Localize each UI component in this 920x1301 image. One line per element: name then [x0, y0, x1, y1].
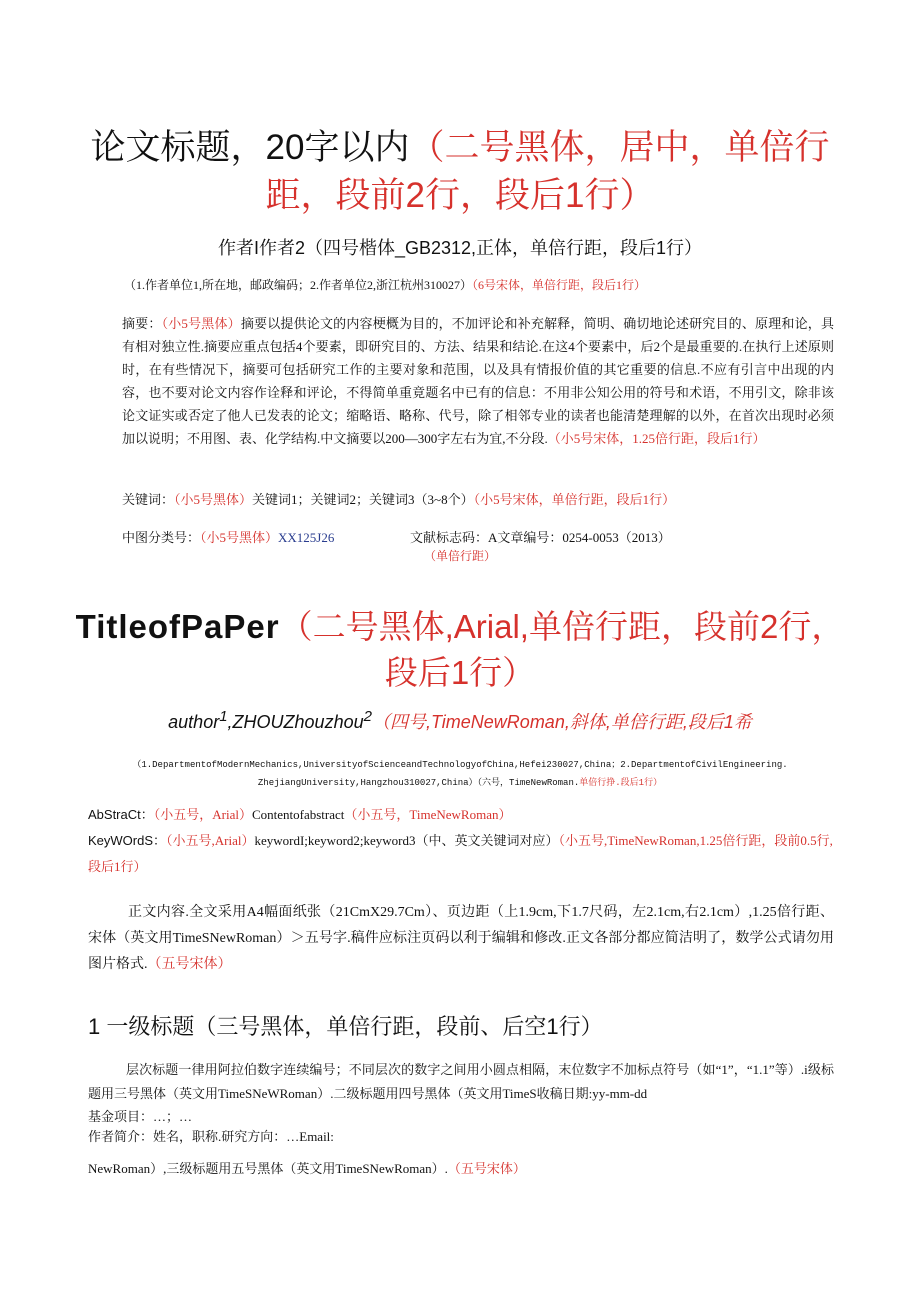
english-abstract-format-note: （小五号，TimeNewRoman） [344, 807, 512, 822]
chinese-title [60, 124, 860, 220]
english-author-1: author [168, 712, 220, 732]
classification-label: 中图分类号： [122, 530, 201, 545]
chinese-authors-format-note: （四号楷体_GB2312,正体，单倍行距，段后1行） [304, 238, 703, 258]
body-paragraph-text: 正文内容.全文采用A4幅面纸张（21CmX29.7Cm）、页边距（上1.9cm,下1.7尺码，左2.1cm,右2.1cm）,1.25倍行距、宋体（英文用TimeSNewRoman）＞五号字.稿件应标注页码以利于编辑和修改.正文各部分都应简洁明了，数学公式请勿用图片格式. [88, 905, 834, 972]
document-code-text: 文献标志码：A文章编号：0254-0053（2013） [410, 530, 671, 545]
chinese-abstract [122, 312, 834, 450]
english-abstract-text: Contentofabstract [251, 807, 345, 822]
english-affiliation-format-note: 单倍行挣.段后1行） [579, 778, 663, 788]
classification-number [122, 527, 334, 546]
footnote-fund: 基金项目：…；… [88, 1109, 193, 1124]
english-authors [60, 708, 860, 734]
first-level-heading: 1 一级标题（三号黑体，单倍行距，段前、后空1行） [88, 1014, 603, 1039]
english-affiliation-line-1: （1.DepartmentofModernMechanics,UniversityofScienceandTechnologyofChina,Hefei230027,China；2.DepartmentofCivilEngineering. [132, 760, 788, 770]
english-keywords [88, 828, 834, 880]
chinese-keywords-format-note: （小5号宋体，单倍行距，段后1行） [473, 492, 676, 507]
chinese-title-format-note: （二号黑体，居中，单倍行距，段前2行，段后1行） [265, 128, 830, 215]
footnote-author-bio: 作者简介：姓名，职称.研究方向：…Email: [88, 1129, 334, 1144]
english-keywords-label-note: （小五号,Arial） [166, 833, 255, 848]
chinese-affiliation-main: （1.作者单位1,所在地，邮政编码；2.作者单位2,浙江杭州310027） [124, 278, 473, 292]
document-code [410, 527, 671, 546]
english-affiliation [100, 756, 820, 792]
body-paragraph [88, 900, 834, 978]
english-abstract-label-note: （小五号，Arial） [153, 807, 252, 822]
english-abstract-label: AbStraCt： [88, 807, 154, 822]
heading-rules-continuation [88, 1158, 526, 1177]
continuation-text: NewRoman）,三级标题用五号黑体（英文用TimeSNewRoman）. [88, 1161, 448, 1176]
chinese-keywords-text: 关键词1；关键词2；关键词3（3~8个） [252, 492, 474, 507]
chinese-affiliation-format-note: （6号宋体，单倍行距，段后1行） [472, 278, 647, 292]
chinese-title-main: 论文标题，20字以内 [90, 128, 410, 167]
chinese-abstract-format-note: （小5号宋体，1.25倍行距，段后1行） [547, 431, 766, 446]
english-keywords-format-note: （小五号,TimeNewRoman,1.25倍行距，段前0.5行,段后1行） [88, 833, 833, 874]
english-abstract [88, 804, 511, 823]
english-title-format-note: （二号黑体,Arial,单倍行距，段前2行，段后1行） [279, 608, 845, 691]
chinese-authors [60, 234, 860, 260]
english-author-2-superscript: 2 [363, 708, 372, 725]
continuation-format-note: （五号宋体） [447, 1161, 526, 1176]
chinese-affiliation [124, 276, 646, 293]
english-author-1-superscript: 1 [219, 708, 228, 725]
english-title-main: TitleofPaPer [75, 608, 280, 645]
heading-rules-paragraph: 层次标题一律用阿拉伯数字连续编号；不同层次的数字之间用小圆点相隔，末位数字不加标点符号（如“1”，“1.1”等）.i级标题用三号黑体（英文用TimeSNeWRoman）.二级标题用四号黑体（英文用TimeS收稿日期:yy-mm-dd [88, 1062, 834, 1101]
classification-value: XX125J26 [278, 530, 335, 545]
english-title [60, 604, 860, 696]
chinese-abstract-label-note: （小5号黑体） [161, 316, 241, 331]
english-author-2: ,ZHOUZhouzhou [227, 712, 364, 732]
chinese-abstract-label: 摘要： [122, 316, 162, 331]
chinese-keywords-label: 关键词： [122, 492, 175, 507]
english-keywords-label: KeyWOrdS： [88, 833, 167, 848]
chinese-keywords-label-note: （小5号黑体） [174, 492, 253, 507]
english-affiliation-line-2: ZhejiangUniversity,Hangzhou310027,China）（六号，TimeNewRoman. [257, 778, 580, 788]
chinese-abstract-text: 摘要以提供论文的内容梗概为目的，不加评论和补充解释，简明、确切地论述研究目的、原理和论，具有相对独立性.摘要应重点包括4个要素，即研究目的、方法、结果和结论.在这4个要素中，后2个是最重要的.在执行上述原则时，在有些情况下，摘要可包括研究工作的主要对象和范围，以及具有情报价值的其它重要的信息.不应有引言中出现的内容，也不要对论文内容作诠释和评论，不得简单重竟题名中已有的信息：不用非公知公用的符号和术语，不用引文，除非该论文证实或否定了他人已发表的论文；缩略语、略称、代号，除了相邻专业的读者也能清楚理解的以外，在首次出现时必须加以说明；不用图、表、化学结构.中文摘要以200—300字左右为宜,不分段. [122, 316, 834, 446]
classification-label-note: （小5号黑体） [200, 530, 279, 545]
chinese-authors-main: 作者I作者2 [217, 238, 305, 258]
english-keywords-text: keywordI;keyword2;keyword3（中、英文关键词对应） [254, 833, 559, 848]
chinese-keywords [122, 489, 675, 508]
document-code-format-note: （单倍行距） [424, 549, 497, 563]
body-paragraph-format-note: （五号宋体） [147, 957, 232, 972]
english-authors-format-note: （四号,TimeNewRoman,斜体,单倍行距,段后1希 [371, 712, 752, 732]
